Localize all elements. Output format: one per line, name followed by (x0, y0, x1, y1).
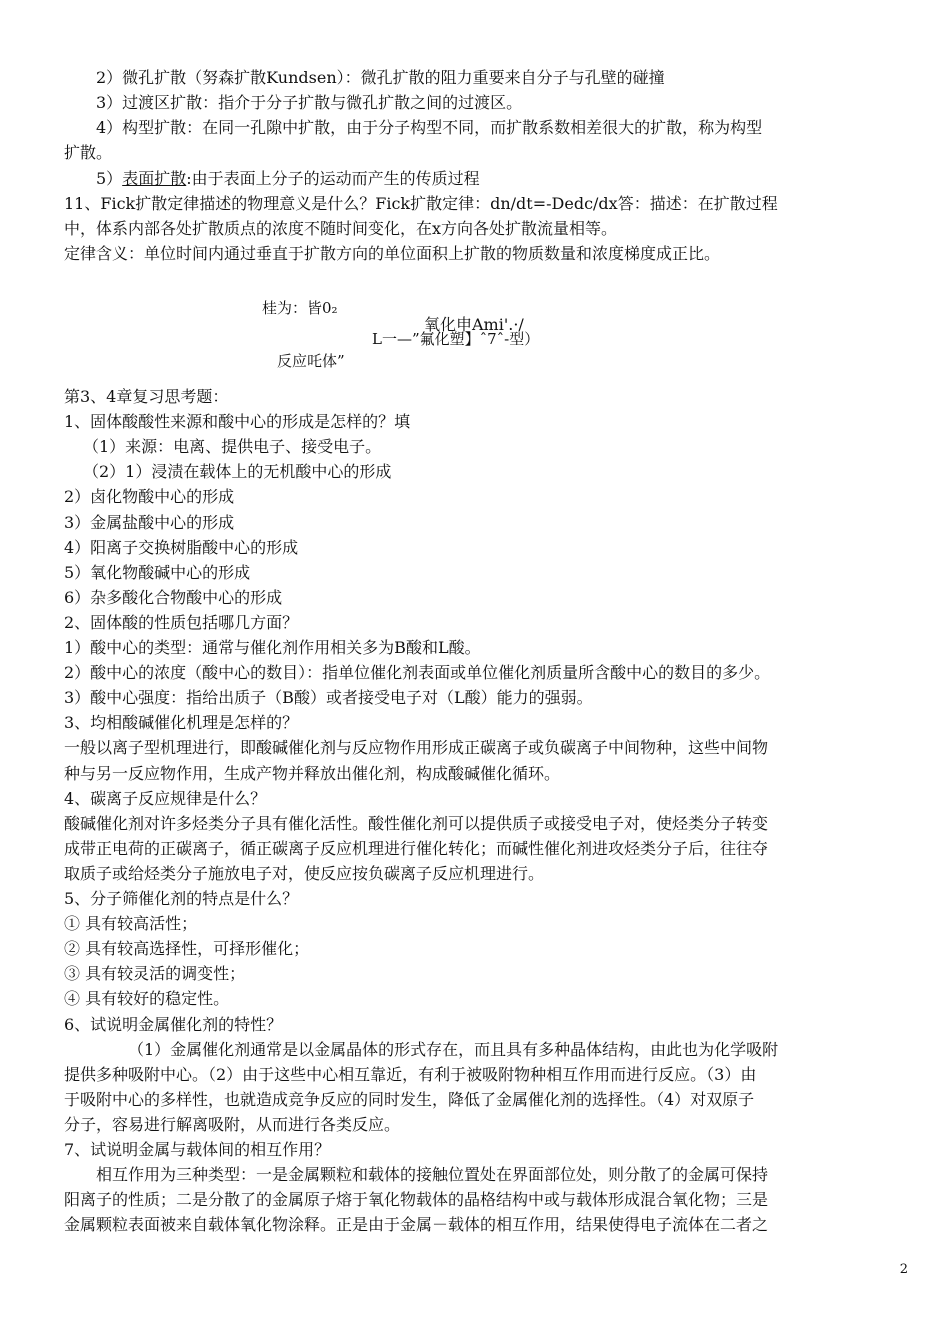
item-text: :由于表面上分子的运动而产生的传质过程 (186, 169, 480, 188)
text-line: 提供多种吸附中心。（2）由于这些中心相互靠近，有利于被吸附物种相互作用而进行反应。（3）由 (64, 1065, 757, 1084)
text-line: 取质子或给烃类分子施放电子对，使反应按负碳离子反应机理进行。 (64, 864, 545, 883)
text-line: 一般以离子型机理进行，即酸碱催化剂与反应物作用形成正碳离子或负碳离子中间物种，这些中间物 (64, 738, 769, 757)
text-line: 4）构型扩散：在同一孔隙中扩散，由于分子构型不同，而扩散系数相差很大的扩散，称为构型 (96, 118, 763, 137)
formula-line-1: 桂为：皆0₂ (262, 299, 338, 317)
text-line: 2）卤化物酸中心的形成 (64, 487, 235, 506)
formula-line-4: 反应吒体” (277, 352, 345, 370)
page-number: 2 (899, 1262, 908, 1277)
text-line: 11、Fick扩散定律描述的物理意义是什么？Fick扩散定律：dn/dt=-Dedc/dx答：描述：在扩散过程 (64, 194, 778, 213)
item-prefix: 5） (96, 169, 123, 188)
text-line: 第3、4章复习思考题： (64, 387, 229, 406)
text-line: 中，体系内部各处扩散质点的浓度不随时间变化，在x方向各处扩散流量相等。 (64, 219, 618, 238)
text-line: ① 具有较高活性； (64, 914, 198, 933)
text-line: ② 具有较高选择性，可择形催化； (64, 939, 310, 958)
text-line: ③ 具有较灵活的调变性； (64, 964, 246, 983)
formula-line-3: L一—”氟化塑】ˆ7ˆ-型） (372, 330, 540, 348)
underlined-term: 表面扩散 (122, 169, 187, 188)
text-line: 1）酸中心的类型：通常与催化剂作用相关多为B酸和L酸。 (64, 638, 481, 657)
text-line: （1）金属催化剂通常是以金属晶体的形式存在，而且具有多种晶体结构，由此也为化学吸附 (128, 1040, 779, 1059)
text-line: 4、碳离子反应规律是什么？ (64, 789, 267, 808)
text-line: 种与另一反应物作用，生成产物并释放出催化剂，构成酸碱催化循环。 (64, 764, 561, 783)
text-line: 4）阳离子交换树脂酸中心的形成 (64, 538, 299, 557)
text-line: 5、分子筛催化剂的特点是什么？ (64, 889, 299, 908)
text-line: 6、试说明金属催化剂的特性？ (64, 1015, 283, 1034)
text-line: 7、试说明金属与载体间的相互作用？ (64, 1140, 331, 1159)
text-line: 2）微孔扩散（努森扩散Kundsen）：微孔扩散的阻力重要来自分子与孔壁的碰撞 (96, 68, 665, 87)
text-line: 3）酸中心强度：指给出质子（B酸）或者接受电子对（L酸）能力的强弱。 (64, 688, 593, 707)
formula-line-2: 氧化申Ami'.·/ (424, 315, 524, 334)
text-line: 3）金属盐酸中心的形成 (64, 513, 235, 532)
text-line: 相互作用为三种类型：一是金属颗粒和载体的接触位置处在界面部位处，则分散了的金属可保持 (96, 1165, 769, 1184)
text-line: 3、均相酸碱催化机理是怎样的？ (64, 713, 299, 732)
text-line: 酸碱催化剂对许多烃类分子具有催化活性。酸性催化剂可以提供质子或接受电子对，使烃类分子转变 (64, 814, 769, 833)
text-line: 3）过渡区扩散：指介于分子扩散与微孔扩散之间的过渡区。 (96, 93, 523, 112)
text-line: 2、固体酸的性质包括哪几方面？ (64, 613, 299, 632)
text-line: 1、固体酸酸性来源和酸中心的形成是怎样的？填 (64, 412, 411, 431)
text-line: 阳离子的性质；二是分散了的金属原子熔于氧化物载体的晶格结构中或与载体形成混合氧化物；三是 (64, 1190, 769, 1209)
text-line: 定律含义：单位时间内通过垂直于扩散方向的单位面积上扩散的物质数量和浓度梯度成正比。 (64, 244, 721, 263)
text-line: ④ 具有较好的稳定性。 (64, 989, 230, 1008)
text-line: 扩散。 (64, 143, 113, 162)
surface-diffusion-line (96, 166, 914, 191)
text-line: 成带正电荷的正碳离子，循正碳离子反应机理进行催化转化；而碱性催化剂进攻烃类分子后，往往夺 (64, 839, 769, 858)
text-line: 于吸附中心的多样性，也就造成竞争反应的同时发生，降低了金属催化剂的选择性。（4）对双原子 (64, 1090, 755, 1109)
text-line: 2）酸中心的浓度（酸中心的数目）：指单位催化剂表面或单位催化剂质量所含酸中心的数目的多少。 (64, 663, 771, 682)
text-line: 5）氧化物酸碱中心的形成 (64, 563, 251, 582)
text-line: （1）来源：电离、提供电子、接受电子。 (83, 437, 382, 456)
text-line: 分子，容易进行解离吸附，从而进行各类反应。 (64, 1115, 401, 1134)
text-line: 6）杂多酸化合物酸中心的形成 (64, 588, 283, 607)
text-line: 金属颗粒表面被来自载体氧化物涂释。正是由于金属－载体的相互作用，结果使得电子流体在二者之 (64, 1215, 769, 1234)
text-line: （2）1）浸渍在载体上的无机酸中心的形成 (83, 462, 392, 481)
